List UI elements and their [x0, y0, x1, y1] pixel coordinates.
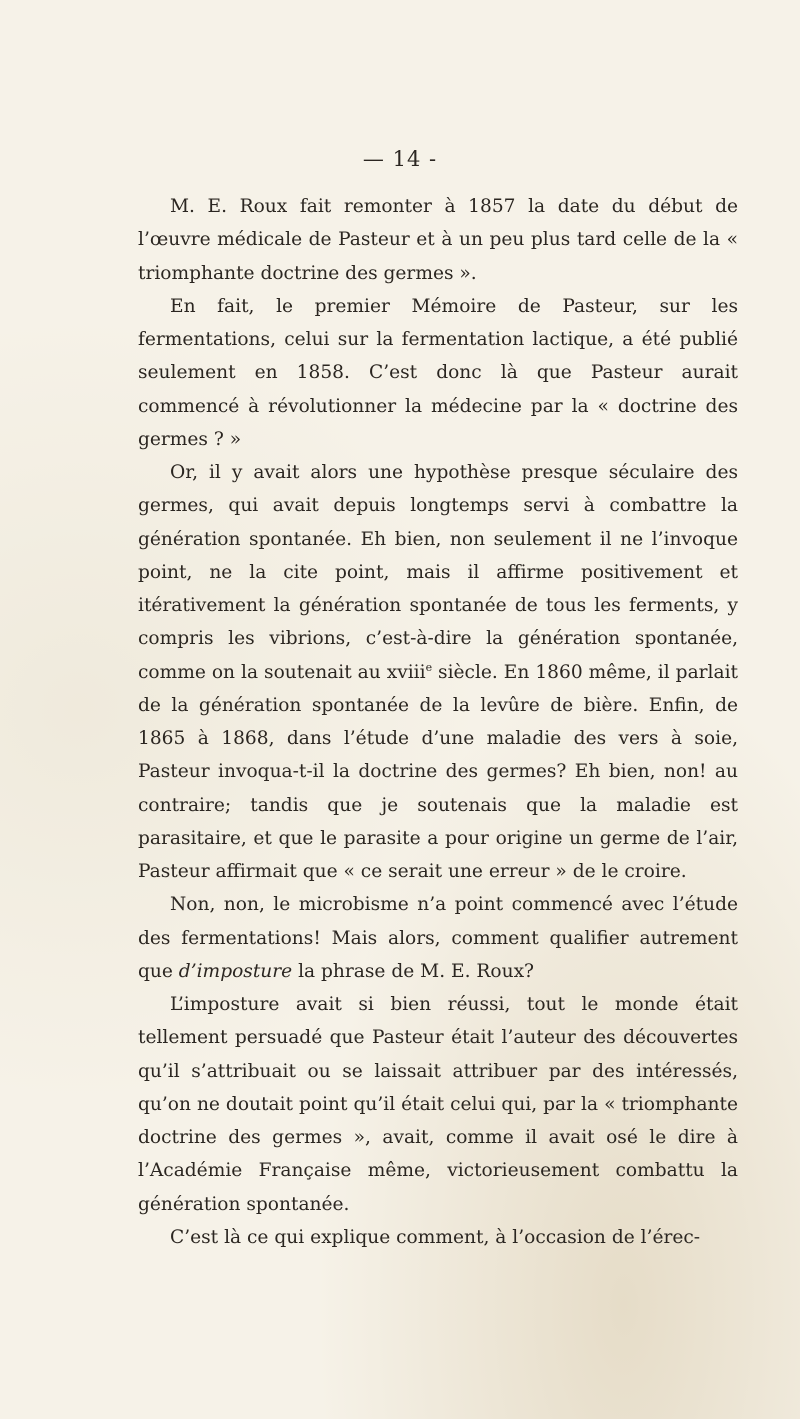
paragraph-text: la phrase de M. E. Roux?: [292, 960, 535, 982]
paragraph-text: En fait, le premier Mémoire de Pasteur, sur les fermentations, celui sur la fermentation lactique, a été publié seulement en 1858. C’est donc là que Pasteur aurait commencé à révolutionner la médecine par la « doctrine des germes ? »: [138, 295, 738, 450]
italic-text: d’imposture: [178, 960, 293, 982]
paragraph-text: Or, il y avait alors une hypothèse presque séculaire des germes, qui avait depuis longtemps servi à combattre la génération spontanée. Eh bien, non seulement il ne l’invoque point, ne la cite point, mais il affirme positivement et itérativement la génération spontanée de tous les ferments, y compris les vibrions, c’est-à-dire la génération spontanée, comme on la soutenait au xviii: [138, 462, 738, 683]
paragraph-text: Non, non, le microbisme n’a point commencé avec l’étude des fermentations! Mais alors, comment qualifier autrement que: [138, 894, 738, 982]
paragraph-text: C’est là ce qui explique comment, à l’occasion de l’érec-: [170, 1226, 701, 1248]
paragraph-text: L’imposture avait si bien réussi, tout le monde était tellement persuadé que Pasteur était l’auteur des découvertes qu’il s’attribuait ou se laissait attribuer par des intéressés, qu’on ne doutait point qu’il était celui qui, par la « triomphante doctrine des germes », avait, comme il avait osé le dire à l’Académie Française même, victorieusement combattu la génération spontanée.: [138, 994, 738, 1215]
superscript: e: [425, 660, 433, 674]
body-text: [138, 190, 738, 1254]
paragraph-text: siècle. En 1860 même, il parlait de la génération spontanée de la levûre de bière. Enfin, de 1865 à 1868, dans l’étude d’une maladie des vers à soie, Pasteur invoqua-t-il la doctrine des germes? Eh bien, non! au contraire; tandis que je soutenais que la maladie est parasitaire, et que le parasite a pour origine un germe de l’air, Pasteur affirmait que « ce serait une erreur » de le croire.: [138, 661, 739, 882]
paragraph: [138, 290, 738, 456]
paragraph: [138, 1221, 738, 1254]
paragraph: [138, 988, 738, 1221]
paragraph: [138, 456, 738, 888]
paragraph: [138, 190, 738, 290]
paragraph: [138, 888, 738, 988]
paragraph-text: M. E. Roux fait remonter à 1857 la date du début de l’œuvre médicale de Pasteur et à un peu plus tard celle de la « triomphante doctrine des germes ».: [138, 196, 738, 284]
page-number: — 14 -: [362, 147, 438, 171]
